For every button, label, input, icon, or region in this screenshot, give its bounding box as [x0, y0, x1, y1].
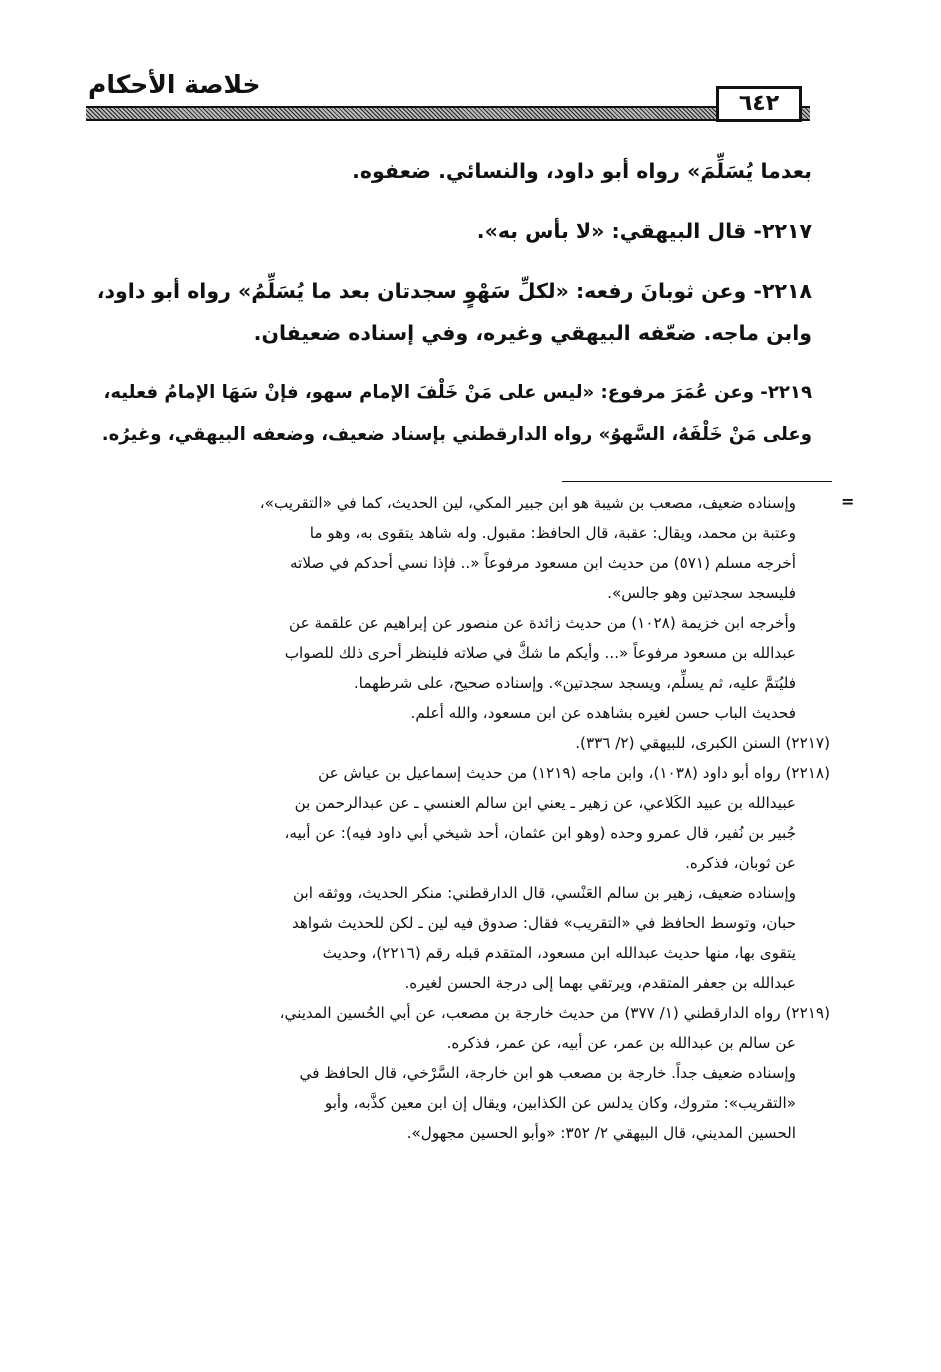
footnote-line: فليسجد سجدتين وهو جالس». [607, 584, 796, 602]
footnote-2218: (٢٢١٨) رواه أبو داود (١٠٣٨)، وابن ماجه (١٢١٩) من حديث إسماعيل بن عياش عن [318, 764, 830, 782]
footnote-line: وإسناده ضعيف جداً. خارجة بن مصعب هو ابن خارجة، السَّرْخي، قال الحافظ في [299, 1064, 796, 1082]
footnote-line: الحسين المديني، قال البيهقي ٢/ ٣٥٢: «وأبو الحسين مجهول». [406, 1124, 796, 1142]
footnote-line: «التقريب»: متروك، وكان يدلس عن الكذابين، ويقال إن ابن معين كذَّبه، وأبو [324, 1094, 796, 1112]
footnote-line: عبيدالله بن عبيد الكَلاعي، عن زهير ـ يعني ابن سالم العنسي ـ عن عبدالرحمن بن [294, 794, 796, 812]
footnote-line: فحديث الباب حسن لغيره بشاهده عن ابن مسعود، والله أعلم. [410, 704, 796, 722]
footnote-line: جُبير بن نُفير، قال عمرو وحده (وهو ابن عثمان، أحد شيخي أبي داود فيه): عن أبيه، [284, 824, 796, 842]
footnote-2217: (٢٢١٧) السنن الكبرى، للبيهقي (٢/ ٣٣٦). [575, 734, 830, 752]
text-line: وابن ماجه. ضعّفه البيهقي وغيره، وفي إسناده ضعيفان. [253, 321, 812, 345]
header-rule [86, 106, 810, 121]
footnote-line: عن ثوبان، فذكره. [685, 854, 796, 872]
footnote-line: وإسناده ضعيف، مصعب بن شيبة هو ابن جبير المكي، لين الحديث، كما في «التقريب»، [259, 494, 796, 512]
footnote-line: حبان، وتوسط الحافظ في «التقريب» فقال: صدوق فيه لين ـ لكن للحديث شواهد [291, 914, 796, 932]
footnote-line: أخرجه مسلم (٥٧١) من حديث ابن مسعود مرفوعاً «.. فإذا نسي أحدكم في صلاته [290, 554, 796, 572]
footnote-line: عن سالم بن عبدالله بن عمر، عن أبيه، عن عمر، فذكره. [446, 1034, 796, 1052]
footnote-line: يتقوى بها، منها حديث عبدالله ابن مسعود، المتقدم قبله رقم (٢٢١٦)، وحديث [322, 944, 796, 962]
footnote-line: عبدالله بن مسعود مرفوعاً «... وأيكم ما شكَّ في صلاته فلينظر أحرى ذلك للصواب [284, 644, 796, 662]
text-line: بعدما يُسَلِّمَ» رواه أبو داود، والنسائي. ضعفوه. [352, 159, 812, 183]
footnote-line: عبدالله بن جعفر المتقدم، ويرتقي بهما إلى درجة الحسن لغيره. [404, 974, 796, 992]
footnotes [88, 488, 830, 1148]
footnote-line: وعتبة بن محمد، ويقال: عقبة، قال الحافظ: مقبول. وله شاهد يتقوى به، وهو ما [309, 524, 796, 542]
footnote-2219: (٢٢١٩) رواه الدارقطني (١/ ٣٧٧) من حديث خارجة بن مصعب، عن أبي الحُسين المديني، [279, 1004, 830, 1022]
footnote-line: وأخرجه ابن خزيمة (١٠٢٨) من حديث زائدة عن منصور عن إبراهيم عن علقمة عن [289, 614, 796, 632]
page-number: ٦٤٢ [716, 86, 802, 122]
text-line: وعلى مَنْ خَلْفَهُ، السَّهوُ» رواه الدارقطني بإسناد ضعيف، وضعفه البيهقي، وغيرُه. [101, 424, 812, 445]
hadith-2218: ٢٢١٨- وعن ثوبانَ رفعه: «لكلِّ سَهْوٍ سجدتان بعد ما يُسَلِّمُ» رواه أبو داود، [96, 279, 812, 303]
hadith-2217: ٢٢١٧- قال البيهقي: «لا بأس به». [476, 219, 812, 243]
footnote-line: وإسناده ضعيف، زهير بن سالم العَنْسي، قال الدارقطني: منكر الحديث، ووثقه ابن [292, 884, 796, 902]
footnote-line: فليُتمَّ عليه، ثم يسلِّم، ويسجد سجدتين». وإسناده صحيح، على شرطهما. [353, 674, 796, 692]
header-title: خلاصة الأحكام [88, 70, 261, 99]
footnote-separator [562, 481, 832, 482]
hadith-2219: ٢٢١٩- وعن عُمَرَ مرفوع: «ليس على مَنْ خَلْفَ الإمام سهو، فإنْ سَهَا الإمامُ فعليه، [103, 382, 812, 403]
main-text [90, 150, 812, 456]
page-header [86, 64, 810, 126]
continuation-mark: = [841, 492, 855, 511]
